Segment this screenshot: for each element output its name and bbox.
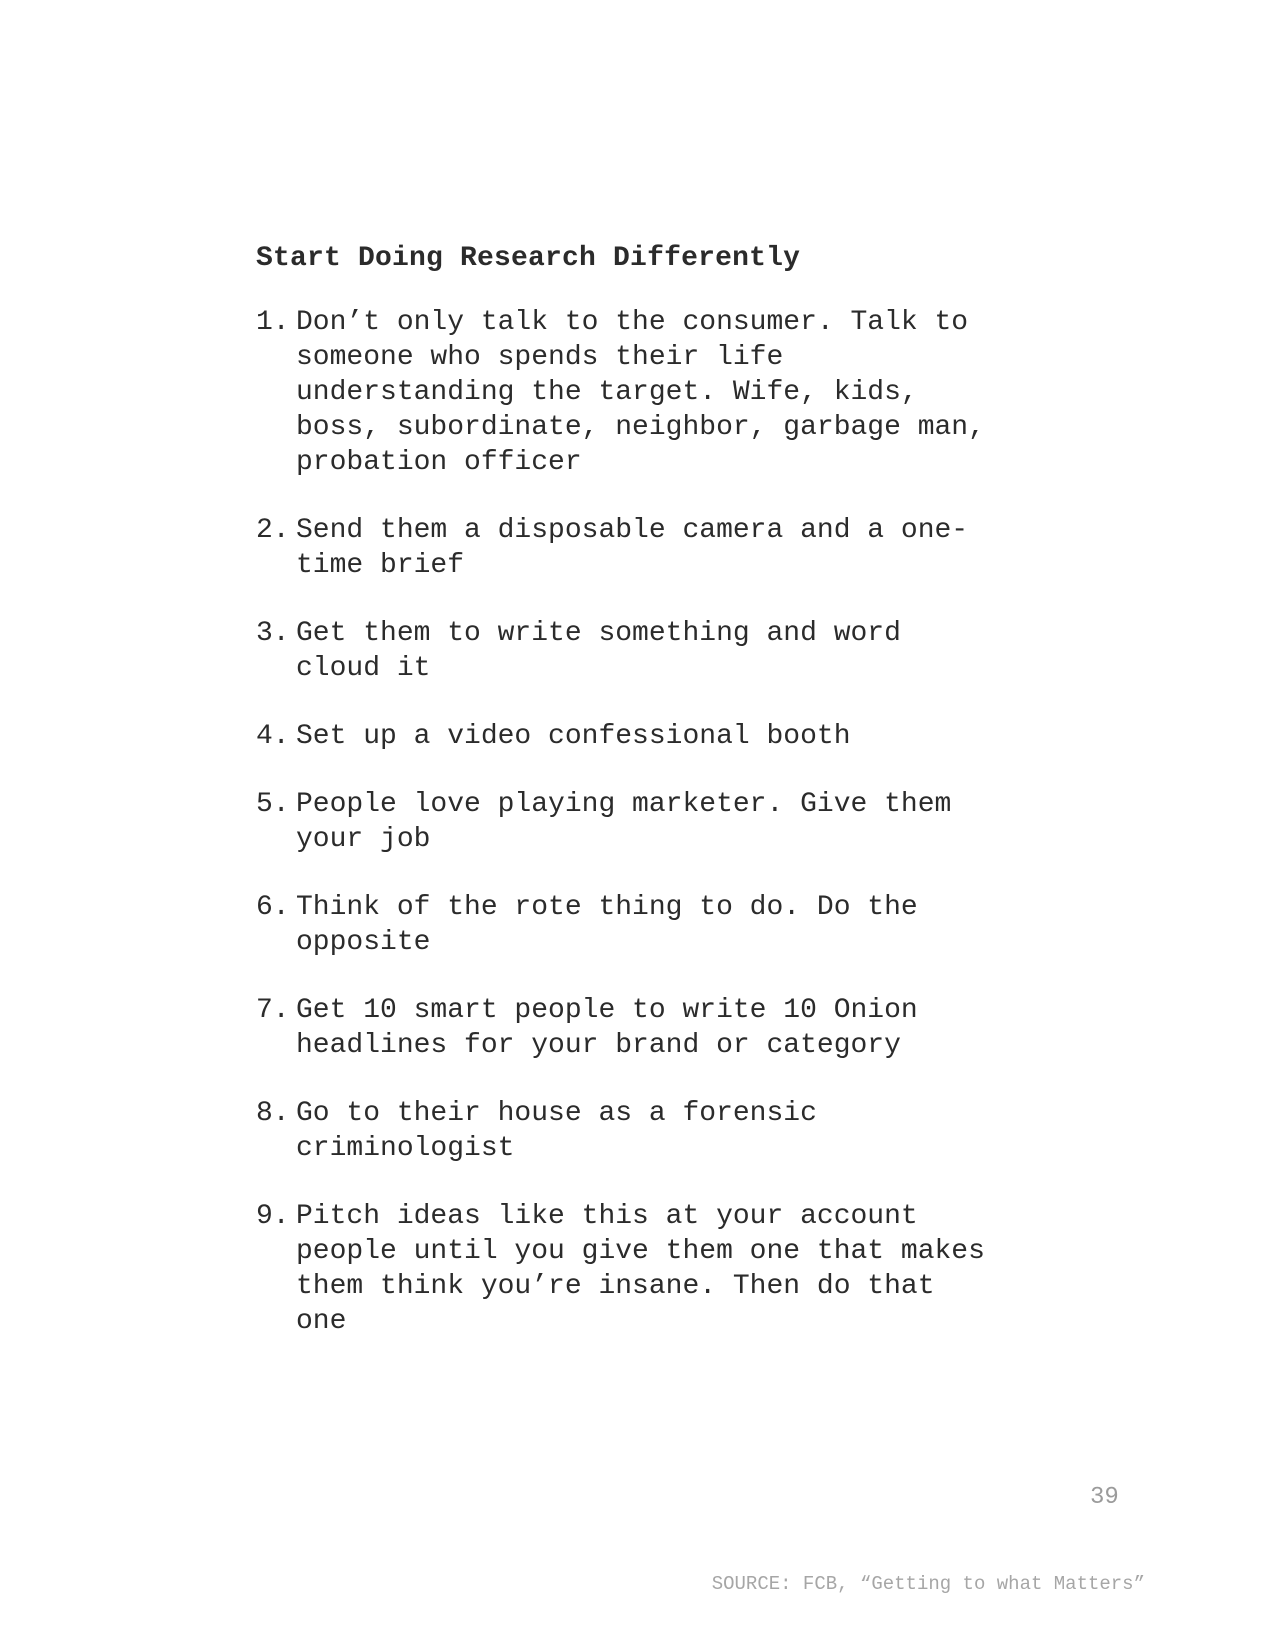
list-item <box>256 787 1016 857</box>
research-tips-list <box>256 305 1036 1339</box>
list-item-text: Pitch ideas like this at your account people until you give them one that makes them think you’re insane. Then do that one <box>296 1201 985 1337</box>
list-item-text: Send them a disposable camera and a one- time brief <box>296 515 969 581</box>
list-item-number: 4. <box>256 721 290 752</box>
list-item <box>256 1096 1016 1166</box>
list-item-text: Get 10 smart people to write 10 Onion headlines for your brand or category <box>296 995 918 1061</box>
source-citation: SOURCE: FCB, “Getting to what Matters” <box>711 1573 1145 1595</box>
list-item-number: 7. <box>256 995 290 1026</box>
list-item <box>256 890 1016 960</box>
page-content <box>256 240 1036 1372</box>
list-item-text: Don’t only talk to the consumer. Talk to someone who spends their life understanding the target. Wife, kids, boss, subordinate, neighbor, garbage man, probation officer <box>296 307 985 478</box>
list-item-number: 1. <box>256 307 290 338</box>
list-item <box>256 1199 1016 1339</box>
list-item <box>256 616 1016 686</box>
page-number: 39 <box>1090 1484 1119 1511</box>
list-item-number: 5. <box>256 789 290 820</box>
list-item-text: Think of the rote thing to do. Do the opposite <box>296 892 918 958</box>
list-item <box>256 513 1016 583</box>
list-item-text: Set up a video confessional booth <box>296 721 851 752</box>
list-item-text: Get them to write something and word cloud it <box>296 618 901 684</box>
list-item-text: Go to their house as a forensic criminologist <box>296 1098 817 1164</box>
list-item <box>256 305 1016 480</box>
section-heading: Start Doing Research Differently <box>256 243 801 274</box>
list-item-number: 8. <box>256 1098 290 1129</box>
list-item-number: 2. <box>256 515 290 546</box>
list-item <box>256 719 1016 754</box>
list-item <box>256 993 1016 1063</box>
list-item-number: 6. <box>256 892 290 923</box>
list-item-number: 9. <box>256 1201 290 1232</box>
list-item-number: 3. <box>256 618 290 649</box>
list-item-text: People love playing marketer. Give them your job <box>296 789 952 855</box>
